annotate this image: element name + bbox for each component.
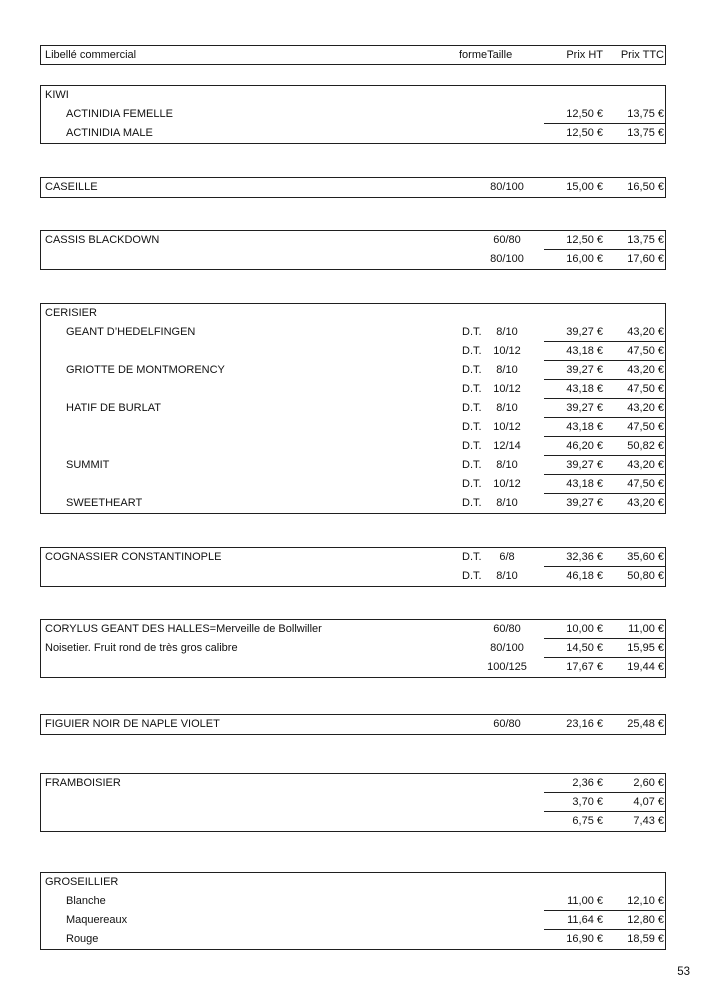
table-row (41, 567, 665, 586)
price-ht: 12,50 € (566, 127, 603, 139)
table-row (41, 456, 665, 475)
forme-value: D.T. (462, 364, 482, 376)
price-ttc: 43,20 € (627, 402, 664, 414)
item-label: Maquereaux (66, 914, 128, 926)
price-ttc: 17,60 € (627, 253, 664, 265)
price-ht: 43,18 € (566, 383, 603, 395)
price-ttc: 4,07 € (633, 796, 664, 808)
price-table (40, 45, 666, 950)
price-ht: 3,70 € (572, 796, 603, 808)
table-row (41, 892, 665, 911)
price-ht: 39,27 € (566, 459, 603, 471)
table-row (41, 231, 665, 250)
price-ttc: 43,20 € (627, 364, 664, 376)
section-title-row (41, 86, 665, 105)
item-label: GRIOTTE DE MONTMORENCY (66, 364, 225, 376)
item-label: CASSIS BLACKDOWN (45, 234, 160, 246)
taille-value: 80/100 (490, 642, 524, 654)
table-row (41, 323, 665, 342)
taille-value: 60/80 (493, 718, 521, 730)
price-ht: 46,20 € (566, 440, 603, 452)
price-ttc: 13,75 € (627, 234, 664, 246)
price-ttc: 47,50 € (627, 345, 664, 357)
table-row (41, 250, 665, 269)
table-row (41, 620, 665, 639)
price-ttc: 43,20 € (627, 497, 664, 509)
price-ht: 2,36 € (572, 777, 603, 789)
table-row (41, 418, 665, 437)
column-header-prix-ttc: Prix TTC (620, 49, 664, 61)
table-row (41, 399, 665, 418)
price-ttc: 12,10 € (627, 895, 664, 907)
taille-value: 8/10 (496, 364, 518, 376)
table-row (41, 475, 665, 494)
price-ttc: 18,59 € (627, 933, 664, 945)
forme-value: D.T. (462, 402, 482, 414)
price-ttc: 16,50 € (627, 181, 664, 193)
item-label: FRAMBOISIER (45, 777, 121, 789)
taille-value: 10/12 (493, 478, 521, 490)
table-row (41, 774, 665, 793)
section-box (40, 230, 666, 270)
taille-value: 10/12 (493, 383, 521, 395)
forme-value: D.T. (462, 459, 482, 471)
table-row (41, 437, 665, 456)
price-ht: 12,50 € (566, 234, 603, 246)
price-ttc: 47,50 € (627, 478, 664, 490)
forme-value: D.T. (462, 570, 482, 582)
taille-value: 60/80 (493, 623, 521, 635)
table-row (41, 812, 665, 831)
taille-value: 12/14 (493, 440, 521, 452)
price-ttc: 11,00 € (628, 623, 664, 635)
table-row (41, 124, 665, 143)
section-box (40, 872, 666, 950)
item-label: COGNASSIER CONSTANTINOPLE (45, 551, 222, 563)
price-ht: 16,90 € (566, 933, 603, 945)
price-ht: 15,00 € (566, 181, 603, 193)
table-row (41, 911, 665, 930)
section-title-row (41, 873, 665, 892)
price-ttc: 15,95 € (627, 642, 664, 654)
price-ht: 6,75 € (572, 815, 603, 827)
table-row (41, 715, 665, 734)
item-label: FIGUIER NOIR DE NAPLE VIOLET (45, 718, 220, 730)
item-label: SWEETHEART (66, 497, 143, 509)
table-row (41, 658, 665, 677)
price-ttc: 7,43 € (633, 815, 664, 827)
table-row (41, 342, 665, 361)
price-ttc: 47,50 € (627, 383, 664, 395)
price-ttc: 2,60 € (633, 777, 664, 789)
price-ht: 16,00 € (566, 253, 603, 265)
item-label: ACTINIDIA MALE (66, 127, 153, 139)
price-ht: 39,27 € (566, 402, 603, 414)
price-ttc: 50,82 € (627, 440, 664, 452)
price-ht: 11,64 € (567, 914, 603, 926)
price-ht: 43,18 € (566, 421, 603, 433)
forme-value: D.T. (462, 497, 482, 509)
price-ht: 10,00 € (566, 623, 603, 635)
table-sections (40, 85, 666, 950)
section-box (40, 714, 666, 735)
taille-value: 60/80 (493, 234, 521, 246)
item-label: HATIF DE BURLAT (66, 402, 161, 414)
section-title: KIWI (45, 89, 69, 101)
taille-value: 6/8 (499, 551, 515, 563)
price-ttc: 13,75 € (627, 108, 664, 120)
section-box (40, 303, 666, 514)
page-number: 53 (677, 966, 690, 978)
price-ht: 39,27 € (566, 326, 603, 338)
table-header (40, 45, 666, 65)
taille-value: 8/10 (496, 497, 518, 509)
item-label: ACTINIDIA FEMELLE (66, 108, 173, 120)
table-row (41, 548, 665, 567)
table-row (41, 105, 665, 124)
price-ht: 23,16 € (566, 718, 603, 730)
item-label: CORYLUS GEANT DES HALLES=Merveille de Bollwiller (45, 623, 322, 635)
price-ttc: 25,48 € (627, 718, 664, 730)
price-ht: 39,27 € (566, 364, 603, 376)
forme-value: D.T. (462, 345, 482, 357)
taille-value: 100/125 (487, 661, 527, 673)
price-ht: 43,18 € (566, 478, 603, 490)
price-ht: 39,27 € (566, 497, 603, 509)
column-header-libelle: Libellé commercial (45, 49, 137, 61)
table-row (41, 380, 665, 399)
section-box (40, 85, 666, 144)
table-row (41, 930, 665, 949)
forme-value: D.T. (462, 383, 482, 395)
price-ttc: 47,50 € (627, 421, 664, 433)
table-row (41, 494, 665, 513)
price-ttc: 43,20 € (627, 326, 664, 338)
price-ttc: 50,80 € (627, 570, 664, 582)
price-ttc: 12,80 € (627, 914, 664, 926)
forme-value: D.T. (462, 326, 482, 338)
table-row (41, 178, 665, 197)
price-ttc: 19,44 € (627, 661, 664, 673)
table-header-row (41, 46, 665, 64)
section-title: CERISIER (45, 307, 97, 319)
item-label: Noisetier. Fruit rond de très gros calibre (45, 642, 238, 654)
table-row (41, 793, 665, 812)
price-ttc: 43,20 € (627, 459, 664, 471)
price-ht: 17,67 € (566, 661, 603, 673)
item-label: Rouge (66, 933, 99, 945)
section-box (40, 773, 666, 832)
price-ht: 46,18 € (566, 570, 603, 582)
column-header-prix-ht: Prix HT (566, 49, 603, 61)
taille-value: 8/10 (496, 326, 518, 338)
table-row (41, 361, 665, 380)
taille-value: 10/12 (493, 421, 521, 433)
item-label: Blanche (66, 895, 106, 907)
section-box (40, 619, 666, 678)
item-label: GEANT D’HEDELFINGEN (66, 326, 196, 338)
price-ht: 14,50 € (566, 642, 603, 654)
forme-value: D.T. (462, 551, 482, 563)
table-row (41, 639, 665, 658)
price-ht: 43,18 € (566, 345, 603, 357)
section-title: GROSEILLIER (45, 876, 119, 888)
section-box (40, 547, 666, 587)
section-title-row (41, 304, 665, 323)
price-ttc: 35,60 € (627, 551, 664, 563)
price-ht: 32,36 € (566, 551, 603, 563)
forme-value: D.T. (462, 421, 482, 433)
forme-value: D.T. (462, 478, 482, 490)
taille-value: 8/10 (496, 459, 518, 471)
taille-value: 80/100 (490, 253, 524, 265)
forme-value: D.T. (462, 440, 482, 452)
column-header-forme-taille: formeTaille (459, 49, 513, 61)
item-label: CASEILLE (45, 181, 98, 193)
price-ttc: 13,75 € (627, 127, 664, 139)
taille-value: 80/100 (490, 181, 524, 193)
price-ht: 11,00 € (567, 895, 603, 907)
section-box (40, 177, 666, 198)
price-ht: 12,50 € (566, 108, 603, 120)
taille-value: 8/10 (496, 570, 518, 582)
taille-value: 10/12 (493, 345, 521, 357)
item-label: SUMMIT (66, 459, 110, 471)
taille-value: 8/10 (496, 402, 518, 414)
